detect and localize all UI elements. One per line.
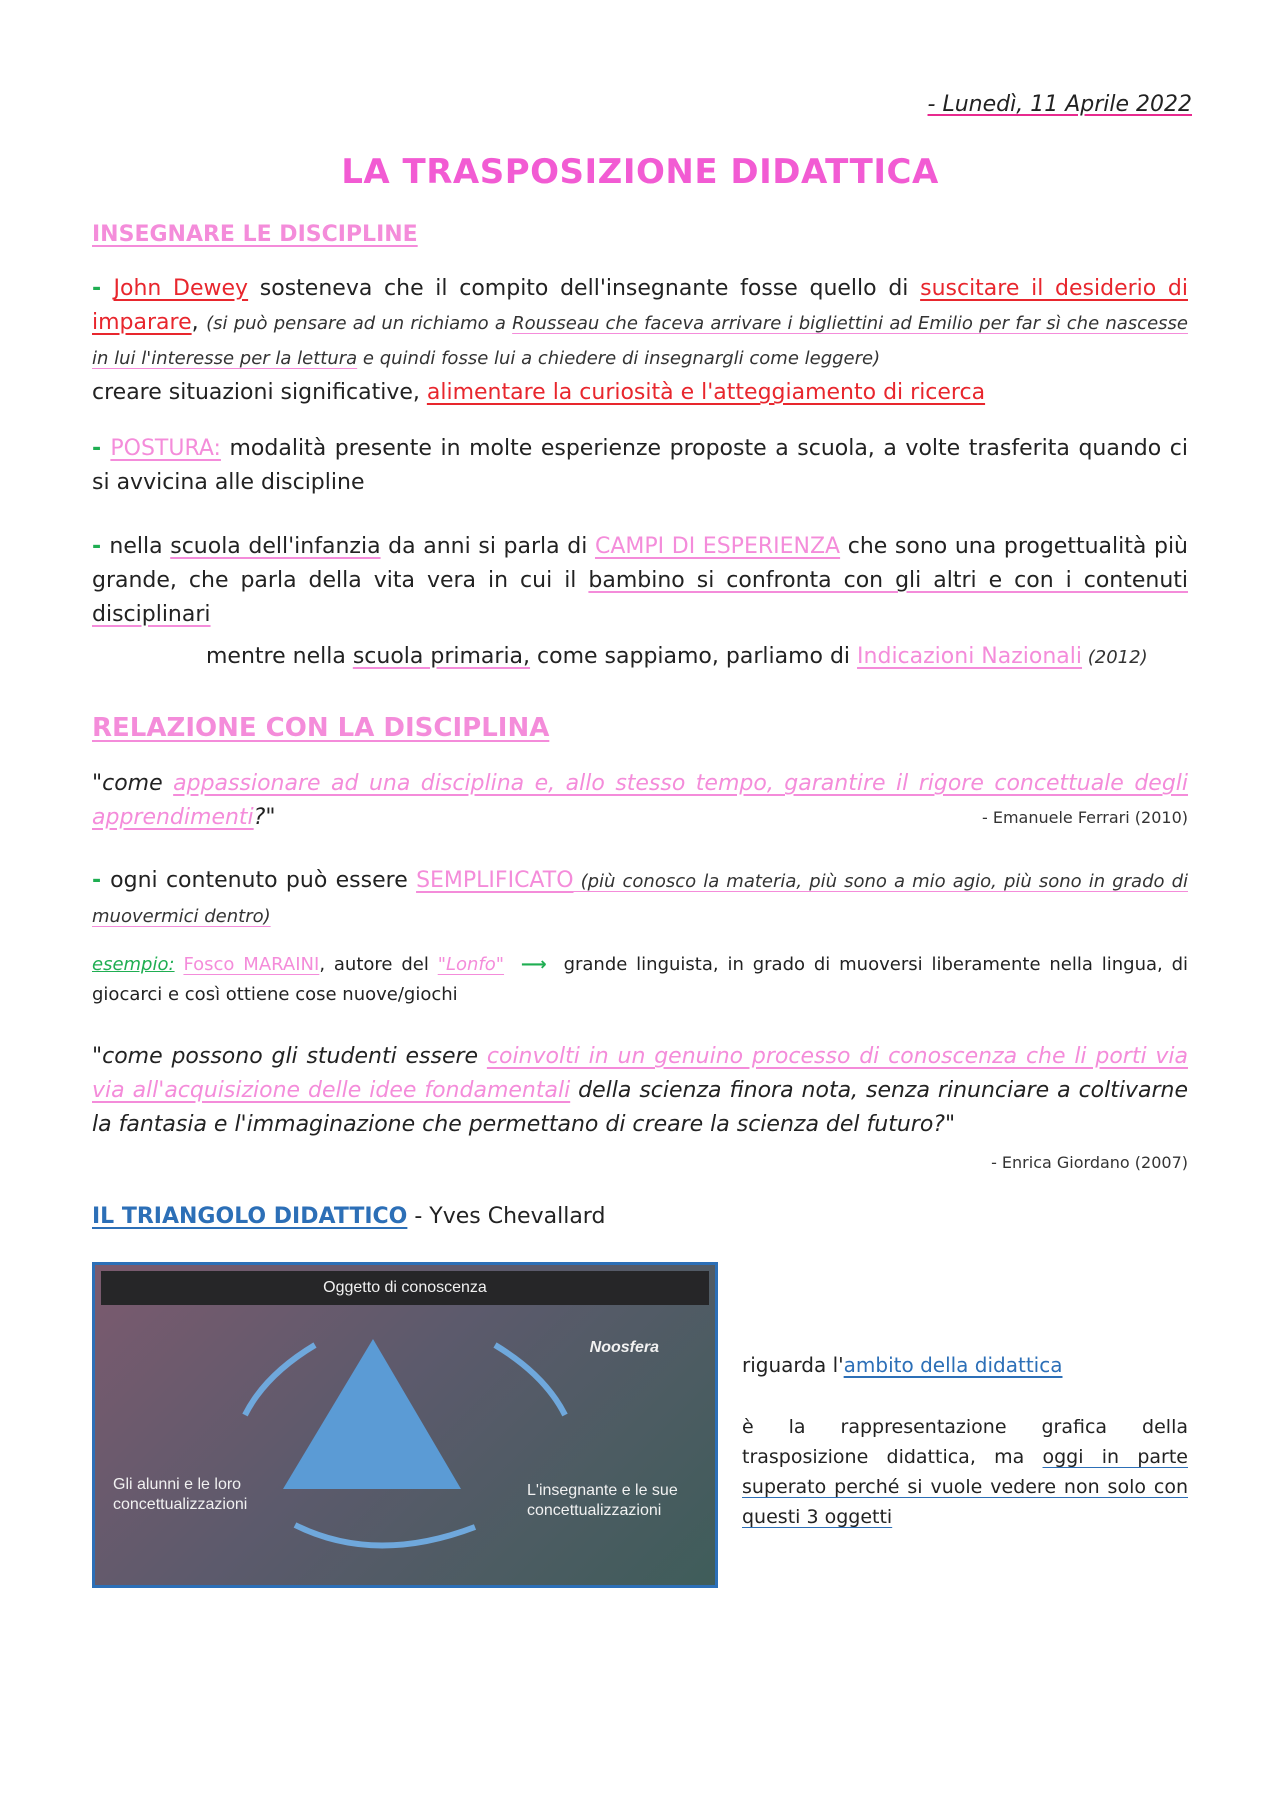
term-semplificato: SEMPLIFICATO xyxy=(416,868,574,893)
author-giordano: - Enrica Giordano (2007) xyxy=(991,1153,1188,1172)
text: , xyxy=(191,310,207,335)
label-esempio: esempio: xyxy=(92,954,175,975)
figure-label-noosfera: Noosfera xyxy=(589,1339,659,1356)
paragraph-infanzia xyxy=(92,530,1188,632)
paragraph-dewey xyxy=(92,272,1188,410)
figure-label-alunni: Gli alunni e le loro concettualizzazioni xyxy=(113,1476,248,1513)
author-ferrari: - Emanuele Ferrari (2010) xyxy=(981,808,1188,827)
highlight-suscitare: suscitare il desiderio di imparare xyxy=(92,276,1188,335)
text: sosteneva che il compito dell'insegnante fosse quello di xyxy=(248,276,921,301)
term-postura: POSTURA: xyxy=(110,436,221,461)
term-infanzia: scuola dell'infanzia xyxy=(170,534,381,559)
text: "come xyxy=(92,771,174,796)
highlight-alimentare: alimentare la curiosità e l'atteggiamento di ricerca xyxy=(426,380,986,405)
text: nella xyxy=(109,534,171,559)
arc-bottom xyxy=(295,1525,475,1546)
text: , autore del xyxy=(319,954,438,975)
link-ambito: ambito della didattica xyxy=(843,1353,1063,1377)
note-rousseau: (si può pensare ad un richiamo a Rousseau che faceva arrivare i bigliettini ad Emilio per far sì che nascesse in lui l'interesse per la lettura e quindi fosse lui a chiedere di insegnargli come leggere) xyxy=(92,313,1188,369)
paragraph-postura xyxy=(92,432,1188,500)
year: (2012) xyxy=(1082,647,1148,668)
text: creare situazioni significative, xyxy=(92,380,427,405)
text: grande linguista, in grado di muoversi liberamente nella lingua, di giocarci e così ottiene cose nuove/giochi xyxy=(92,954,1189,1005)
figure-label-insegnante: L'insegnante e le sue concettualizzazioni xyxy=(527,1482,678,1519)
arrow-right-icon: ⟶ xyxy=(520,954,547,975)
date-line: - Lunedì, 11 Aprile 2022 xyxy=(927,92,1192,117)
paragraph-semplificato xyxy=(92,864,1188,934)
figure-label-oggetto: Oggetto di conoscenza xyxy=(323,1279,487,1296)
paragraph-esempio xyxy=(92,950,1188,1010)
text: "come possono gli studenti essere xyxy=(92,1044,487,1069)
text: mentre nella xyxy=(206,644,353,669)
note-semplificato: (più conosco la materia, più sono a mio agio, più sono in grado di muovermici dentro) xyxy=(92,871,1188,927)
text-superato: oggi in parte superato perché si vuole vedere non solo con questi 3 oggetti xyxy=(742,1446,1188,1528)
text: come sappiamo, parliamo di xyxy=(530,644,858,669)
quote-highlight: appassionare ad una disciplina e, allo stesso tempo, garantire il rigore concettuale degli apprendimenti xyxy=(92,771,1189,830)
term-primaria: scuola primaria, xyxy=(352,644,531,669)
text: modalità presente in molte esperienze proposte a scuola, a volte trasferita quando ci si avvicina alle discipline xyxy=(92,436,1188,495)
term-campi: CAMPI DI ESPERIENZA xyxy=(594,534,841,559)
link-john-dewey: John Dewey xyxy=(113,276,249,301)
heading-insegnare: INSEGNARE LE DISCIPLINE xyxy=(92,222,418,247)
triangle-figure xyxy=(92,1262,718,1588)
triangle-graphic xyxy=(95,1265,715,1585)
term-indicazioni: Indicazioni Nazionali xyxy=(857,644,1083,669)
triangle-shape xyxy=(283,1339,461,1489)
dash: - xyxy=(92,534,110,559)
text: è la rappresentazione grafica della trasposizione didattica, ma xyxy=(742,1416,1188,1468)
term-lonfo: "Lonfo" xyxy=(437,954,505,975)
heading-triangolo-line xyxy=(92,1204,605,1229)
heading-triangolo: IL TRIANGOLO DIDATTICO xyxy=(92,1204,408,1229)
text: da anni si parla di xyxy=(380,534,595,559)
quote-highlight: coinvolti in un genuino processo di conoscenza che li porti via via all'acquisizione delle idee fondamentali xyxy=(92,1044,1188,1103)
dash: - xyxy=(92,276,114,301)
term-maraini: Fosco MARAINI xyxy=(183,954,320,975)
paragraph-primaria xyxy=(206,644,1148,669)
text: che sono una progettualità più grande, che parla della vita vera in cui il xyxy=(92,534,1188,593)
right-text-rappresentazione xyxy=(742,1412,1188,1532)
dash: - xyxy=(92,868,111,893)
heading-author: - Yves Chevallard xyxy=(407,1204,606,1229)
arc-left xyxy=(245,1345,315,1415)
text: ogni contenuto può essere xyxy=(110,868,417,893)
term-bambino: bambino si confronta con gli altri e con i contenuti disciplinari xyxy=(92,568,1189,627)
arc-right xyxy=(495,1345,565,1415)
quote-giordano xyxy=(92,1040,1188,1142)
heading-relazione: RELAZIONE CON LA DISCIPLINA xyxy=(92,713,550,743)
right-text-ambito xyxy=(742,1350,1188,1380)
text: riguarda l' xyxy=(742,1353,844,1377)
page-title: LA TRASPOSIZIONE DIDATTICA xyxy=(341,152,939,192)
text: ?" xyxy=(253,805,276,830)
text: della scienza finora nota, senza rinunciare a coltivarne la fantasia e l'immaginazione che permettano di creare la scienza del futuro?" xyxy=(92,1078,1188,1137)
dash: - xyxy=(92,436,111,461)
